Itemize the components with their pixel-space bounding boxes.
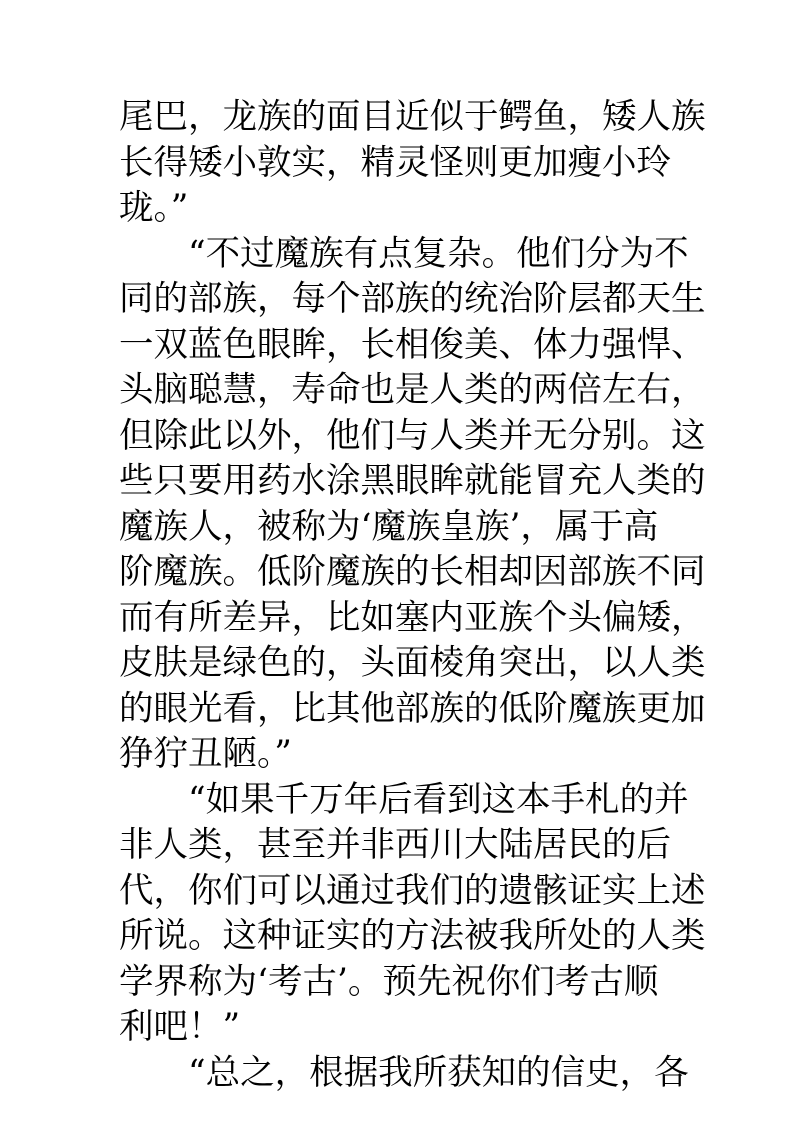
text-line: 非人类，甚至并非西川大陆居民的后 (119, 825, 671, 865)
text-line: 珑。” (119, 188, 189, 228)
text-line: 长得矮小敦实，精灵怪则更加瘦小玲 (119, 142, 671, 183)
text-line: 而有所差异，比如塞内亚族个头偏矮， (119, 597, 706, 638)
text-line: 狰狞丑陋。” (119, 734, 292, 774)
text-line: 学界称为‘考古’。预先祝你们考古顺 (119, 961, 659, 1002)
paragraph-first-line: “不过魔族有点复杂。他们分为不 (188, 233, 689, 274)
body-text (119, 95, 706, 1096)
paragraph-first-line: “总之，根据我所获知的信史，各 (188, 1052, 689, 1093)
text-line: 但除此以外，他们与人类并无分别。这 (119, 415, 706, 456)
text-line: 魔族人，被称为‘魔族皇族’，属于高 (119, 506, 659, 547)
text-line: 头脑聪慧，寿命也是人类的两倍左右， (119, 370, 706, 410)
text-line: 皮肤是绿色的，头面棱角突出，以人类 (119, 643, 706, 683)
paragraph-first-line: “如果千万年后看到这本手札的并 (188, 779, 689, 820)
text-line: 一双蓝色眼眸，长相俊美、体力强悍、 (119, 324, 706, 365)
text-line: 的眼光看，比其他部族的低阶魔族更加 (119, 688, 706, 729)
text-line: 代，你们可以通过我们的遗骸证实上述 (119, 870, 706, 911)
text-line: 所说。这种证实的方法被我所处的人类 (119, 916, 706, 956)
text-line: 些只要用药水涂黑眼眸就能冒充人类的 (119, 461, 706, 501)
text-line: 尾巴，龙族的面目近似于鳄鱼，矮人族 (119, 97, 706, 137)
text-line: 阶魔族。低阶魔族的长相却因部族不同 (119, 552, 706, 592)
text-line: 同的部族，每个部族的统治阶层都天生 (119, 279, 706, 319)
text-line: 利吧！” (119, 1007, 241, 1047)
